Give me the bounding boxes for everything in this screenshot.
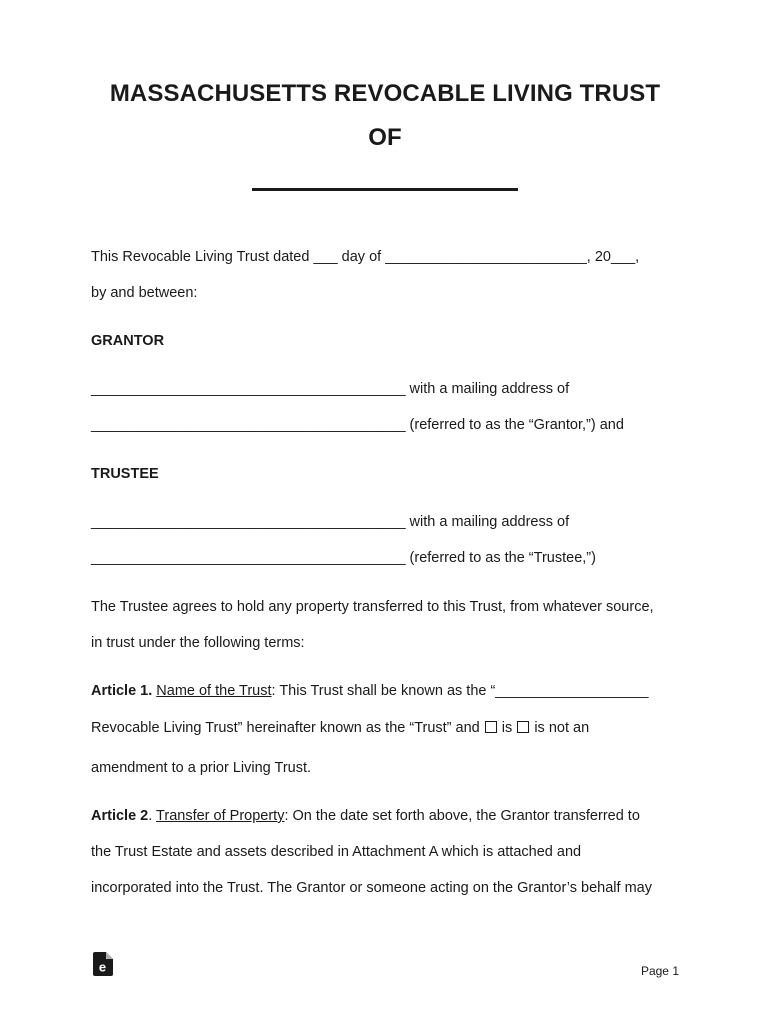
agreement-line-1: The Trustee agrees to hold any property transferred to this Trust, from whatever source, bbox=[91, 599, 654, 615]
svg-text:e: e bbox=[98, 959, 107, 975]
trustee-line-2: _______________________________________ (referred to as the “Trustee,”) bbox=[91, 550, 596, 566]
article-2-line-1 bbox=[91, 807, 640, 825]
article-1-text-2a: Revocable Living Trust” hereinafter known as the “Trust” and bbox=[91, 720, 484, 736]
article-1-text-2b: is bbox=[497, 720, 517, 736]
article-1-line-1 bbox=[91, 682, 649, 700]
article-1-label: Article 1. bbox=[91, 683, 153, 699]
intro-line-2: by and between: bbox=[91, 285, 198, 301]
article-2-separator: . bbox=[148, 808, 153, 824]
grantor-heading: GRANTOR bbox=[91, 333, 165, 349]
article-2-line-2: the Trust Estate and assets described in Attachment A which is attached and bbox=[91, 844, 582, 860]
trustee-heading: TRUSTEE bbox=[91, 466, 159, 482]
agreement-line-2: in trust under the following terms: bbox=[91, 635, 305, 651]
is-amendment-checkbox[interactable] bbox=[485, 721, 497, 733]
article-2-line-3: incorporated into the Trust. The Grantor or someone acting on the Grantor’s behalf may bbox=[91, 880, 652, 896]
document-title-of: OF bbox=[368, 124, 402, 151]
grantor-line-2: _______________________________________ (referred to as the “Grantor,”) and bbox=[91, 417, 624, 433]
article-1-line-2 bbox=[91, 719, 589, 737]
page-number: Page 1 bbox=[640, 964, 679, 978]
article-2-label: Article 2 bbox=[91, 808, 149, 824]
grantor-line-1: _______________________________________ with a mailing address of bbox=[91, 381, 570, 397]
article-1-line-3: amendment to a prior Living Trust. bbox=[91, 760, 312, 776]
intro-line-1: This Revocable Living Trust dated ___ day of _________________________, 20___, bbox=[91, 249, 640, 265]
article-2-text: : On the date set forth above, the Grantor transferred to bbox=[284, 808, 640, 824]
article-1-heading: Name of the Trust bbox=[156, 683, 272, 699]
is-not-amendment-checkbox[interactable] bbox=[517, 721, 529, 733]
eforms-logo-icon bbox=[93, 952, 113, 976]
article-1-text: : This Trust shall be known as the “___________________ bbox=[271, 683, 649, 699]
article-1-text-2c: is not an bbox=[530, 720, 590, 736]
trustee-line-1: _______________________________________ with a mailing address of bbox=[91, 514, 570, 530]
article-2-heading: Transfer of Property bbox=[156, 808, 285, 824]
trust-name-blank[interactable] bbox=[252, 188, 518, 191]
document-title: MASSACHUSETTS REVOCABLE LIVING TRUST bbox=[109, 80, 661, 107]
